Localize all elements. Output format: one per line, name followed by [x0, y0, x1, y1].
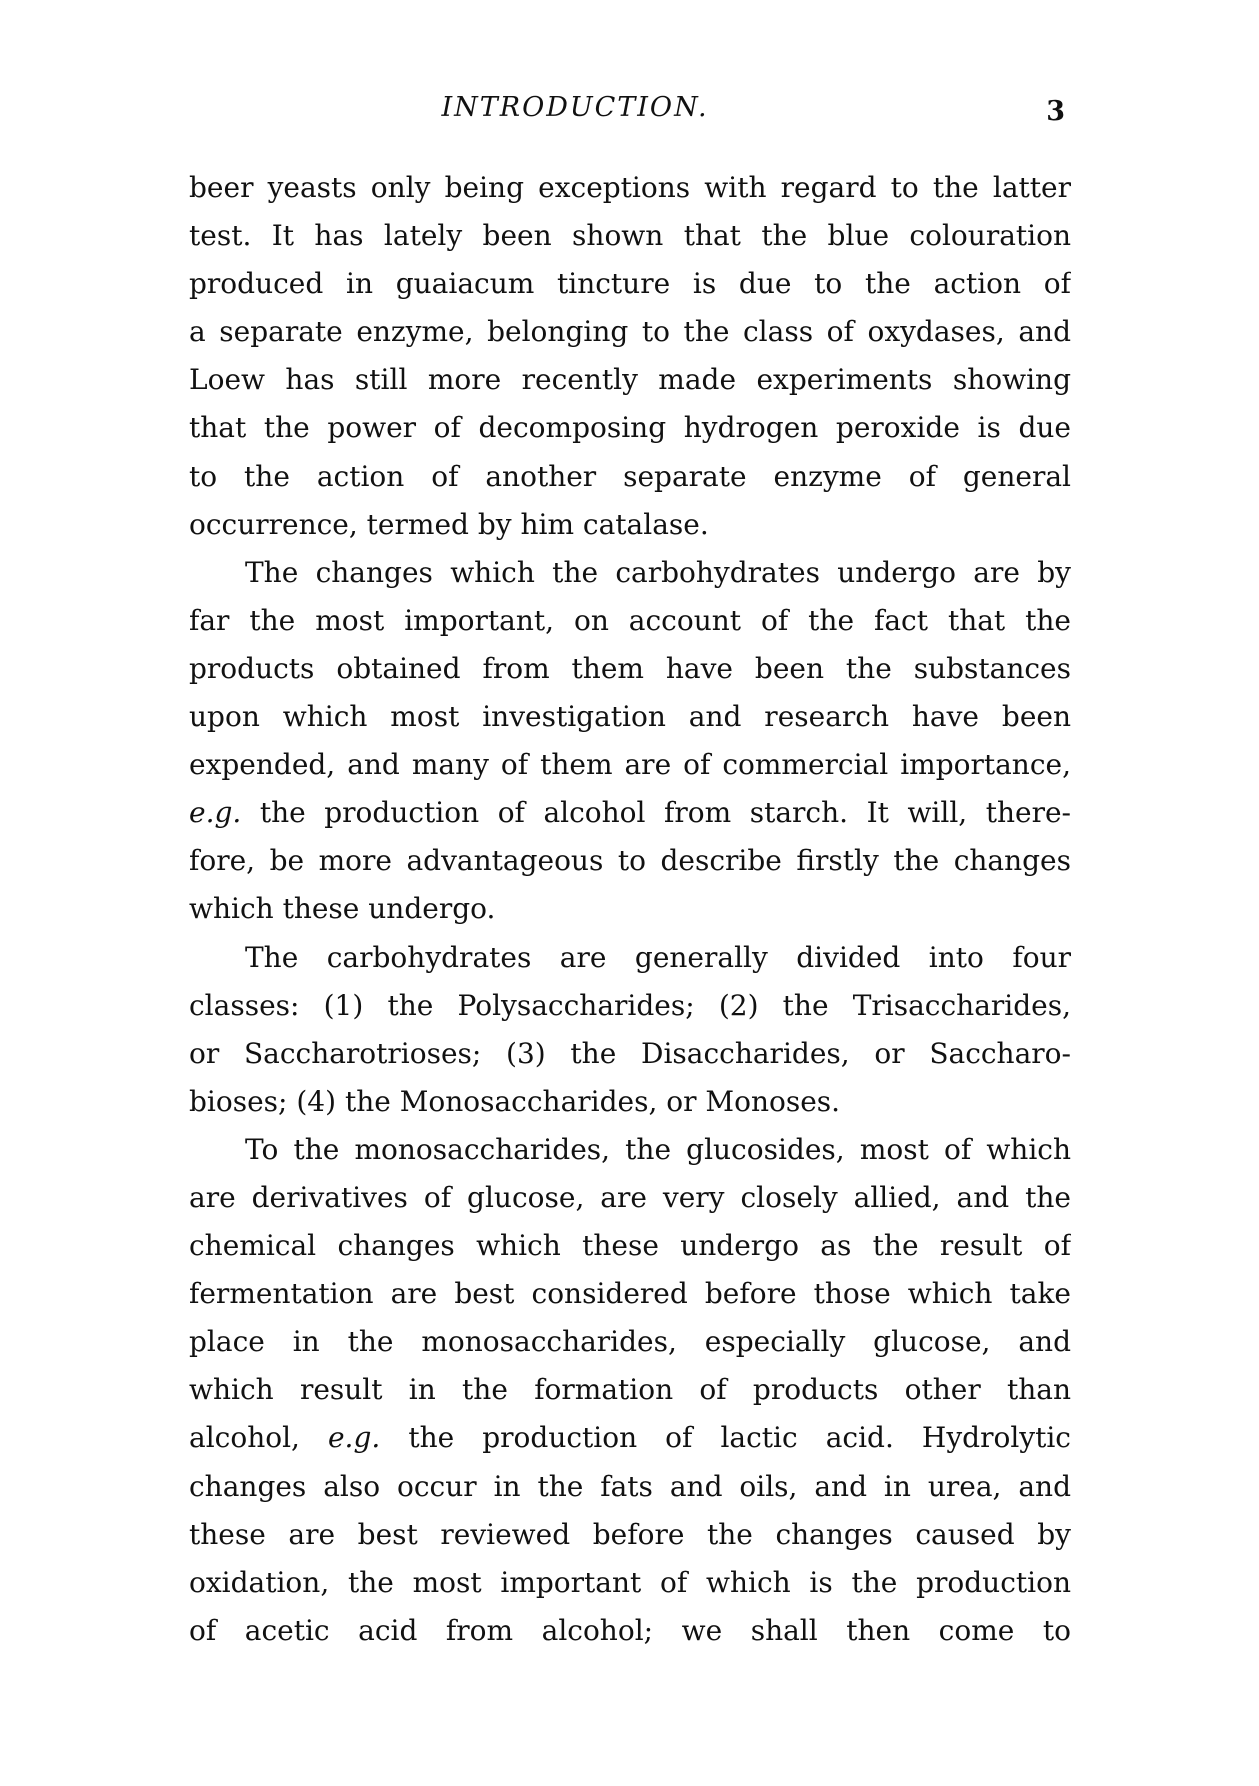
text-line: chemical changes which these undergo as the result of [189, 1229, 1071, 1263]
running-head [195, 92, 1065, 132]
text-line: far the most important, on account of the fact that the [189, 603, 1071, 637]
text-line: that the power of decomposing hydrogen peroxide is due [189, 411, 1071, 445]
text-line: The carbohydrates are generally divided into four [245, 940, 1071, 974]
text-line: place in the monosaccharides, especially glucose, and [189, 1325, 1071, 1359]
text-line: fermentation are best considered before those which take [189, 1277, 1071, 1311]
text-line: Loew has still more recently made experiments showing [189, 363, 1071, 397]
text-line: To the monosaccharides, the glucosides, most of which [245, 1132, 1071, 1166]
text-line: alcohol, e.g. the production of lactic acid. Hydrolytic [189, 1421, 1071, 1455]
text-line: to the action of another separate enzyme of general [189, 459, 1071, 493]
page-number: 3 [1046, 96, 1065, 127]
text-line: or Saccharotrioses; (3) the Disaccharides, or Saccharo- [189, 1036, 1071, 1070]
text-line: classes: (1) the Polysaccharides; (2) the Trisaccharides, [189, 988, 1071, 1022]
text-line: of acetic acid from alcohol; we shall then come to [189, 1613, 1071, 1647]
text-line: which these undergo. [189, 892, 496, 926]
running-title: INTRODUCTION. [441, 92, 709, 123]
text-line: test. It has lately been shown that the blue colouration [189, 219, 1071, 253]
text-line: upon which most investigation and research have been [189, 700, 1071, 734]
text-line: e.g. the production of alcohol from starch. It will, there- [189, 796, 1071, 830]
text-line: produced in guaiacum tincture is due to the action of [189, 267, 1071, 301]
text-line: changes also occur in the fats and oils, and in urea, and [189, 1469, 1071, 1503]
text-line: products obtained from them have been the substances [189, 651, 1071, 685]
text-line: fore, be more advantageous to describe firstly the changes [189, 844, 1071, 878]
text-line: which result in the formation of products other than [189, 1373, 1071, 1407]
text-line: The changes which the carbohydrates undergo are by [245, 555, 1071, 589]
text-line: these are best reviewed before the changes caused by [189, 1517, 1071, 1551]
text-line: are derivatives of glucose, are very closely allied, and the [189, 1180, 1071, 1214]
text-line: expended, and many of them are of commercial importance, [189, 748, 1071, 782]
text-line: occurrence, termed by him catalase. [189, 507, 709, 541]
body-text [189, 164, 1071, 1655]
text-line: beer yeasts only being exceptions with regard to the latter [189, 171, 1071, 204]
text-line: oxidation, the most important of which is the production [189, 1565, 1071, 1599]
text-line: a separate enzyme, belonging to the class of oxydases, and [189, 315, 1071, 349]
text-line: bioses; (4) the Monosaccharides, or Monoses. [189, 1084, 841, 1118]
